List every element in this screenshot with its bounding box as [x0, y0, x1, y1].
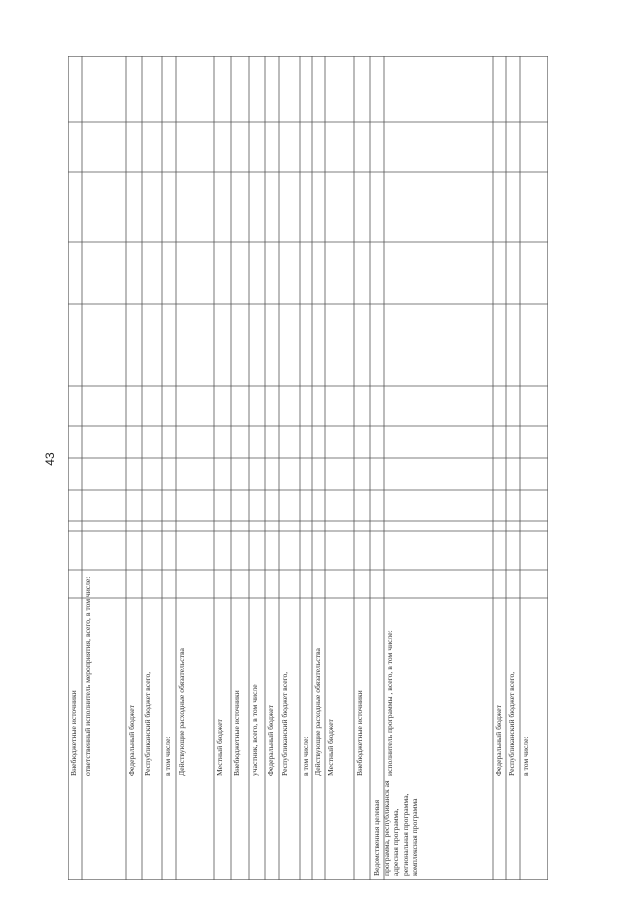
row-label: Местный бюджет: [326, 719, 335, 776]
row-label: Действующие расходные обязательства: [313, 648, 322, 776]
row-label: исполнитель программы , всего, в том числе:: [385, 630, 394, 776]
budget-table: [68, 56, 548, 880]
program-type-label: Ведомственная целевая программа, республиканск ая адресная программа, региональная программа, комплексная программа: [372, 780, 419, 876]
row-label: в том числе:: [301, 736, 310, 776]
row-label: в том числе:: [521, 736, 530, 776]
row-label: Внебюджетные источники: [69, 690, 78, 776]
row-label: Республиканский бюджет всего,: [143, 671, 152, 776]
row-label: Федеральный бюджет: [266, 705, 275, 776]
row-label: Местный бюджет: [215, 719, 224, 776]
row-label: Внебюджетные источники: [232, 690, 241, 776]
row-label: Федеральный бюджет: [494, 705, 503, 776]
page-number: 43: [43, 452, 57, 466]
row-label: Федеральный бюджет: [127, 705, 136, 776]
row-label: Республиканский бюджет всего,: [507, 671, 516, 776]
row-label: участник, всего, в том числе: [250, 684, 259, 776]
row-label: в том числе:: [163, 736, 172, 776]
row-label: Действующие расходные обязательства: [177, 648, 186, 776]
row-label: Республиканский бюджет всего,: [280, 671, 289, 776]
row-label: ответственный исполнитель мероприятия, всего, в том числе:: [83, 576, 92, 776]
row-label: Внебюджетные источники: [355, 690, 364, 776]
